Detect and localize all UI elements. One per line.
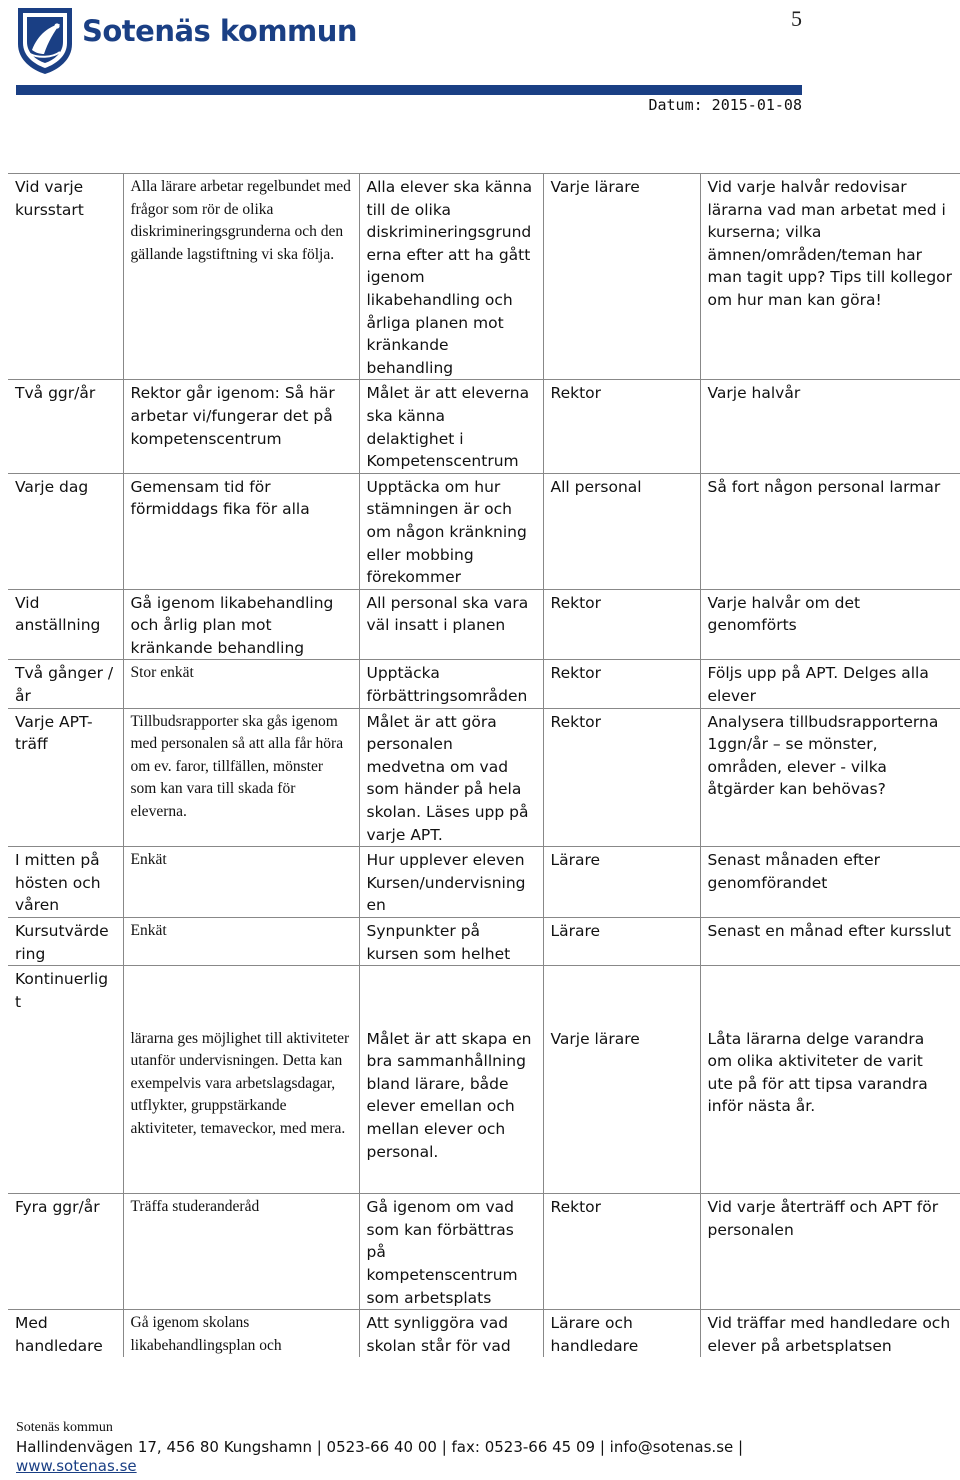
goal-cell: Målet är att skapa en bra sammanhållning bland lärare, både elever emellan och mellan elever och personal.: [359, 1018, 543, 1194]
goal-cell: Upptäcka om hur stämningen är och om någon kränkning eller mobbing förekommer: [359, 473, 543, 589]
followup-cell: Vid varje återträff och APT för personalen: [700, 1194, 960, 1310]
equality-plan-table: [8, 173, 960, 1357]
activity-cell-blank: [123, 966, 359, 1018]
table-row: [8, 708, 960, 847]
document-date: Datum: 2015-01-08: [648, 96, 802, 114]
goal-cell: Hur upplever eleven Kursen/undervisning en: [359, 847, 543, 918]
followup-cell: Senast en månad efter kursslut: [700, 918, 960, 966]
responsible-cell: Lärare: [543, 847, 700, 918]
footer-website-link[interactable]: www.sotenas.se: [16, 1457, 137, 1475]
table-row: [8, 1194, 960, 1310]
goal-cell: Att synliggöra vad skolan står för vad: [359, 1310, 543, 1358]
when-cell: Fyra ggr/år: [8, 1194, 123, 1310]
table-row: [8, 966, 960, 1018]
table-row: [8, 473, 960, 589]
activity-cell: Gå igenom skolans likabehandlingsplan och: [123, 1310, 359, 1358]
activity-cell: Gemensam tid för förmiddags fika för alla: [123, 473, 359, 589]
goal-cell: Gå igenom om vad som kan förbättras på kompetenscentrum som arbetsplats: [359, 1194, 543, 1310]
responsible-cell: Lärare: [543, 918, 700, 966]
when-cell-blank: [8, 1018, 123, 1194]
when-cell: Varje APT- träff: [8, 708, 123, 847]
followup-cell: Följs upp på APT. Delges alla elever: [700, 660, 960, 708]
activity-cell: Enkät: [123, 847, 359, 918]
goal-cell: Målet är att eleverna ska känna delaktighet i Kompetenscentrum: [359, 380, 543, 473]
followup-cell: Låta lärarna delge varandra om olika aktiviteter de varit ute på för att tipsa varandra inför nästa år.: [700, 1018, 960, 1194]
responsible-cell: Rektor: [543, 1194, 700, 1310]
when-cell: Varje dag: [8, 473, 123, 589]
followup-cell: Vid varje halvår redovisar lärarna vad man arbetat med i kurserna; vilka ämnen/områden/teman har man tagit upp? Tips till kollegor om hur man kan göra!: [700, 174, 960, 380]
responsible-cell: Rektor: [543, 708, 700, 847]
when-cell: Två ggr/år: [8, 380, 123, 473]
when-cell: Kursutvärde ring: [8, 918, 123, 966]
activity-cell: Tillbudsrapporter ska gås igenom med personalen så att alla får höra om ev. faror, tillfällen, mönster som kan vara till skada för eleverna.: [123, 708, 359, 847]
when-cell: Vid varje kursstart: [8, 174, 123, 380]
goal-cell-blank: [359, 966, 543, 1018]
followup-cell: Analysera tillbudsrapporterna 1ggn/år – se mönster, områden, elever - vilka åtgärder kan behövas?: [700, 708, 960, 847]
brand-name: Sotenäs kommun: [82, 14, 358, 48]
footer-organization: Sotenäs kommun: [16, 1420, 113, 1435]
when-cell: Med handledare: [8, 1310, 123, 1358]
footer-contact-line: Hallindenvägen 17, 456 80 Kungshamn | 0523-66 40 00 | fax: 0523-66 45 09 | info@sotenas.se |: [16, 1438, 744, 1456]
goal-cell: Upptäcka förbättringsområden: [359, 660, 543, 708]
when-cell: Vid anställning: [8, 589, 123, 660]
header-rule: [16, 85, 802, 95]
followup-cell: Så fort någon personal larmar: [700, 473, 960, 589]
responsible-cell: Varje lärare: [543, 1018, 700, 1194]
table-row: [8, 660, 960, 708]
table-row: [8, 589, 960, 660]
goal-cell: Synpunkter på kursen som helhet: [359, 918, 543, 966]
table-row: [8, 918, 960, 966]
responsible-cell-blank: [543, 966, 700, 1018]
responsible-cell: All personal: [543, 473, 700, 589]
activity-cell: Stor enkät: [123, 660, 359, 708]
activity-cell: Enkät: [123, 918, 359, 966]
followup-cell: Vid träffar med handledare och elever på arbetsplatsen: [700, 1310, 960, 1358]
activity-cell: Rektor går igenom: Så här arbetar vi/fungerar det på kompetenscentrum: [123, 380, 359, 473]
activity-cell: Gå igenom likabehandling och årlig plan mot kränkande behandling: [123, 589, 359, 660]
goal-cell: Alla elever ska känna till de olika diskrimineringsgrund erna efter att ha gått igenom likabehandling och årliga planen mot kränkande behandling: [359, 174, 543, 380]
followup-cell-blank: [700, 966, 960, 1018]
when-cell: Kontinuerlig t: [8, 966, 123, 1018]
table-row: [8, 380, 960, 473]
page-number: 5: [791, 6, 802, 31]
table-row: [8, 174, 960, 380]
goal-cell: Målet är att göra personalen medvetna om vad som händer på hela skolan. Läses upp på varje APT.: [359, 708, 543, 847]
when-cell: Två gånger /år: [8, 660, 123, 708]
responsible-cell: Rektor: [543, 660, 700, 708]
followup-cell: Senast månaden efter genomförandet: [700, 847, 960, 918]
when-cell: I mitten på hösten och våren: [8, 847, 123, 918]
sotenas-crest-logo: [14, 4, 76, 76]
activity-cell: Alla lärare arbetar regelbundet med frågor som rör de olika diskrimineringsgrunderna och den gällande lagstiftning vi ska följa.: [123, 174, 359, 380]
table-row-continued: [8, 1018, 960, 1194]
followup-cell: Varje halvår om det genomförts: [700, 589, 960, 660]
responsible-cell: Varje lärare: [543, 174, 700, 380]
table-row: [8, 1310, 960, 1358]
responsible-cell: Lärare och handledare: [543, 1310, 700, 1358]
activity-cell: lärarna ges möjlighet till aktiviteter utanför undervisningen. Detta kan exempelvis vara arbetslagsdagar, utflykter, gruppstärkande aktiviteter, temaveckor, med mera.: [123, 1018, 359, 1194]
responsible-cell: Rektor: [543, 589, 700, 660]
responsible-cell: Rektor: [543, 380, 700, 473]
table-row: [8, 847, 960, 918]
followup-cell: Varje halvår: [700, 380, 960, 473]
activity-cell: Träffa studeranderåd: [123, 1194, 359, 1310]
goal-cell: All personal ska vara väl insatt i planen: [359, 589, 543, 660]
